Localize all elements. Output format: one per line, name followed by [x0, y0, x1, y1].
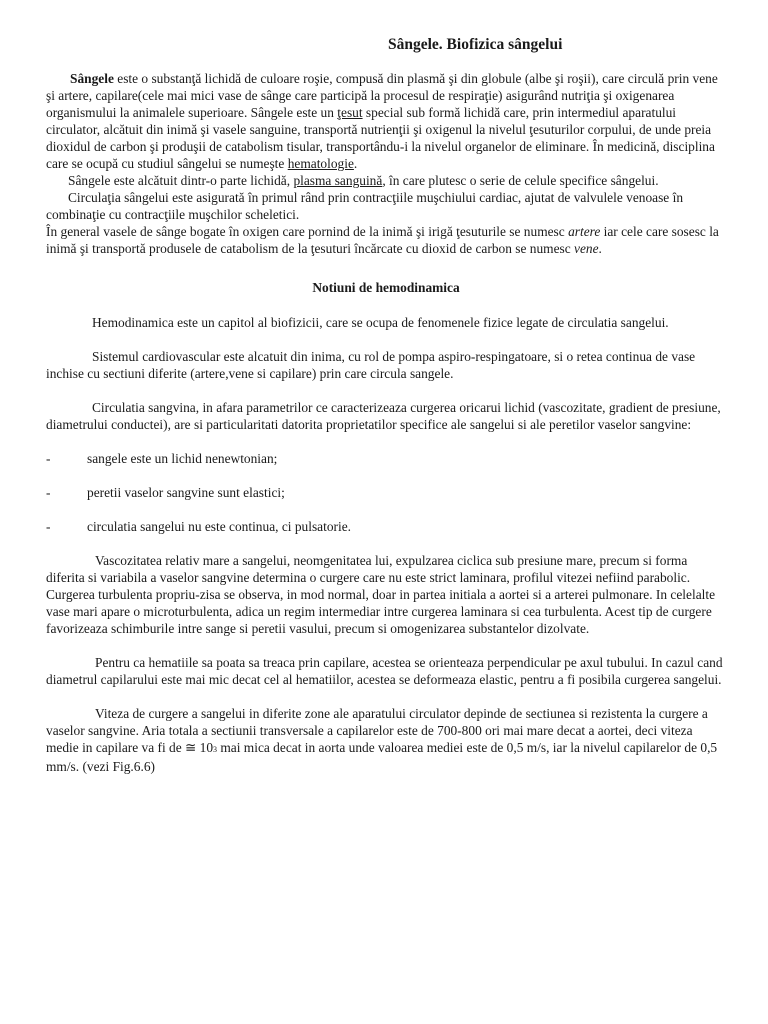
- link-tesut[interactable]: ţesut: [337, 105, 363, 120]
- bullet-dash: -: [46, 451, 51, 466]
- hemodinamica-paragraph-2: Sistemul cardiovascular este alcatuit din inima, cu rol de pompa aspiro-respingatoare, si o retea continua de vase inchise cu sectiuni diferite (artere,vene si capilare) prin care circula sangele.: [46, 349, 696, 381]
- bullet-dash: -: [46, 519, 51, 534]
- list-item-text: circulatia sangelui nu este continua, ci pulsatorie.: [87, 519, 352, 534]
- list-item-text: peretii vaselor sangvine sunt elastici;: [87, 485, 285, 500]
- page-title: Sângele. Biofizica sângelui: [388, 36, 563, 53]
- list-item: [46, 450, 726, 467]
- text-span: .: [598, 241, 602, 256]
- exponent: 3: [213, 745, 218, 754]
- bullet-dash: -: [46, 485, 51, 500]
- intro-paragraph-3: Circulaţia sângelui este asigurată în primul rând prin contracţiile muşchiului cardiac, ajutat de valvulele venoase în combinaţie cu contracţiile muşchilor scheletici.: [46, 190, 684, 222]
- text-span: În general vasele de sânge bogate în oxigen care pornind de la inimă şi irigă ţesuturile se numesc: [46, 224, 569, 239]
- term-artere: artere: [568, 224, 601, 239]
- text-span: mai mica decat in aorta unde valoarea mediei este de 0,5 m/s, iar la nivelul capilarelor de 0,5 mm/s. (vezi Fig.6.6): [46, 740, 718, 774]
- hemodinamica-paragraph-4: Vascozitatea relativ mare a sangelui, neomgenitatea lui, expulzarea ciclica sub presiune mare, precum si forma diferita si variabila a vaselor sangvine determina o curgere care nu este strict laminara, profilul vitezei nefiind parabolic. Curgerea turbulenta propriu-zisa se observa, in mod normal, doar in partea initiala a aortei si a arterei pulmonare. In celelalte vase mari apare o microturbulenta, adica un regim intermediar intre curgerea laminara si cea turbulenta. Acest tip de curgere favorizeaza schimburile intre sange si peretii vasului, precum si omogenizarea substantelor dizolvate.: [46, 553, 716, 636]
- intro-paragraph-2: [46, 172, 726, 189]
- text-span: este o substanţă lichidă de culoare roşie, compusă din plasmă şi din globule (albe şi roşii), care circulă prin vene şi artere, capilare(cele mai mici vase de sânge care participă la procesul de respiraţie) asigurând nutriţia şi oxigenarea organismului la animalele superioare. Sângele este un: [46, 71, 718, 120]
- section-heading: Notiuni de hemodinamica: [312, 280, 460, 295]
- hemodinamica-paragraph-5: Pentru ca hematiile sa poata sa treaca prin capilare, acestea se orienteaza perpendicular pe axul tubului. In cazul cand diametrul capilarului este mai mic decat cel al hematiilor, acestea se deformeaza elastic, pentru a fi posibila curgerea sangelui.: [46, 655, 723, 687]
- text-span: 10: [196, 740, 214, 755]
- text-span: special sub formă lichidă care, prin intermediul aparatului circulator, alcătuit din inimă şi vasele sanguine, transportă nutrienţii şi oxigenul la nivelul ţesuturilor corpului, de unde preia dioxidul de carbon şi produşii de catabolism tisular, transportându-i la nivelul organelor de eliminare. În medicină, disciplina care se ocupă cu studiul sângelui se numeşte: [46, 105, 715, 171]
- text-span: Sângele este alcătuit dintr-o parte lichidă,: [68, 173, 294, 188]
- term-vene: vene: [574, 241, 599, 256]
- link-plasma-sanguina[interactable]: plasma sanguină: [293, 173, 383, 188]
- list-item-text: sangele este un lichid nenewtonian;: [87, 451, 278, 466]
- link-hematologie[interactable]: hematologie: [287, 156, 354, 171]
- text-span: iar cele care sosesc la inimă şi transportă produsele de catabolism de la ţesuturi încărcate cu dioxid de carbon se numesc: [46, 224, 719, 256]
- list-item: [46, 518, 726, 535]
- hemodinamica-paragraph-3: Circulatia sangvina, in afara parametrilor ce caracterizeaza curgerea oricarui lichid (vascozitate, gradient de presiune, diametrului conductei), are si particularitati datorita proprietatilor specifice ale sangelui si ale peretilor vaselor sangvine:: [46, 400, 721, 432]
- term-sangele: Sângele: [70, 71, 114, 86]
- approx-symbol: ≅: [185, 740, 197, 755]
- intro-paragraph-1: [46, 70, 726, 172]
- intro-paragraph-4: [46, 223, 726, 257]
- hemodinamica-paragraph-1: Hemodinamica este un capitol al biofizicii, care se ocupa de fenomenele fizice legate de circulatia sangelui.: [92, 315, 669, 330]
- text-span: Viteza de curgere a sangelui in diferite zone ale aparatului circulator depinde de sectiunea si rezistenta la curgere a vaselor sangvine. Aria totala a sectiunii transversale a capilarelor este de 700-800 ori mai mare decat a aortei, deci viteza medie in capilare va fi de: [46, 706, 708, 755]
- document-page: [46, 36, 726, 792]
- text-span: , în care plutesc o serie de celule specifice sângelui.: [382, 173, 659, 188]
- hemodinamica-paragraph-6: [46, 705, 726, 775]
- list-item: [46, 484, 726, 501]
- text-span: .: [353, 156, 358, 171]
